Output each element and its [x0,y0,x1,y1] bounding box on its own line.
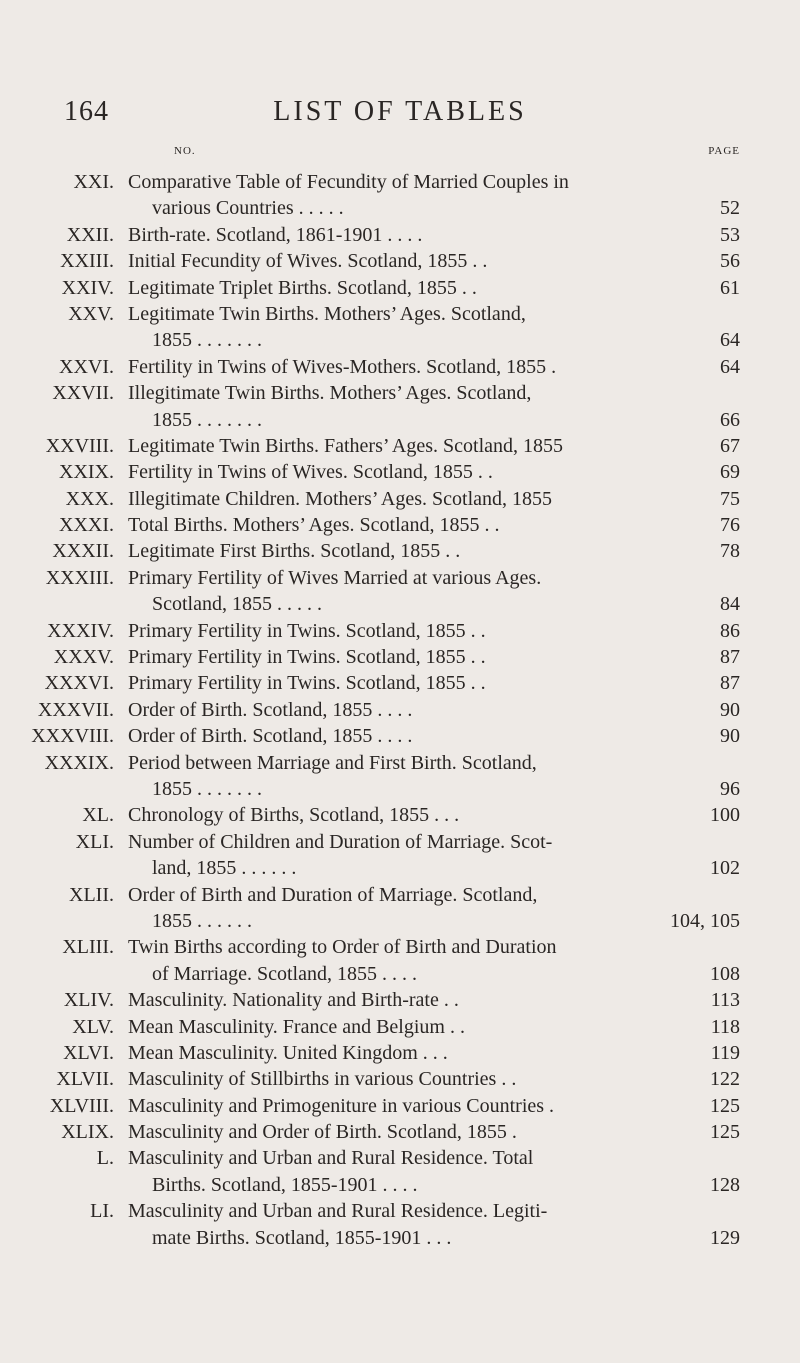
entry-line [0,407,800,433]
entry-line [0,670,800,696]
table-title: Primary Fertility of Wives Married at various Ages. [128,566,542,589]
table-title: Legitimate First Births. Scotland, 1855 . . [128,540,461,563]
list-item [0,459,800,485]
column-header-no: NO. [174,145,196,157]
page-reference: 108 [710,962,740,985]
page-header [0,96,800,136]
list-item [0,934,800,987]
table-number: XLV. [72,1015,114,1038]
table-number: XXXI. [59,514,114,537]
list-item [0,802,800,828]
list-item [0,512,800,538]
entry-line [0,275,800,301]
entry-line [0,1066,800,1092]
list-item [0,882,800,935]
entry-line [0,1172,800,1198]
column-headers [0,145,800,161]
entry-line [0,222,800,248]
entry-line [0,1119,800,1145]
page-reference: 64 [720,329,740,352]
table-number: XXXIV. [47,619,114,642]
table-title-continued: Births. Scotland, 1855-1901 . . . . [152,1173,418,1196]
list-item [0,644,800,670]
entry-line [0,829,800,855]
list-item [0,723,800,749]
table-number: XLI. [75,830,114,853]
entry-line [0,538,800,564]
table-title: Mean Masculinity. United Kingdom . . . [128,1041,448,1064]
entry-line [0,1040,800,1066]
list-item [0,1066,800,1092]
list-item [0,618,800,644]
table-title: Legitimate Twin Births. Mothers’ Ages. Scotland, [128,302,526,325]
entry-line [0,486,800,512]
column-header-page: PAGE [708,145,740,157]
page-reference: 69 [720,461,740,484]
table-number: XXVI. [59,355,114,378]
table-title: Illegitimate Twin Births. Mothers’ Ages. Scotland, [128,382,532,405]
page-reference: 102 [710,857,740,880]
page-reference: 64 [720,355,740,378]
list-item [0,1119,800,1145]
list-item [0,1093,800,1119]
page-reference: 129 [710,1226,740,1249]
entry-line [0,195,800,221]
table-title: Fertility in Twins of Wives-Mothers. Scotland, 1855 . [128,355,557,378]
list-item [0,380,800,433]
table-number: XXIII. [60,250,114,273]
table-number: XXIV. [61,276,114,299]
entry-line [0,512,800,538]
entry-line [0,855,800,881]
table-number: XXI. [73,171,114,193]
table-number: XXXIII. [45,566,114,589]
entry-line [0,802,800,828]
table-number: XXII. [66,223,114,246]
table-title: Comparative Table of Fecundity of Married Couples in [128,171,569,193]
entry-line [0,459,800,485]
table-number: L. [96,1147,114,1170]
page-reference: 52 [720,197,740,220]
table-title: Order of Birth and Duration of Marriage. Scotland, [128,883,538,906]
entry-line [0,591,800,617]
entry-line [0,987,800,1013]
list-item [0,169,800,222]
page-reference: 76 [720,514,740,537]
table-of-contents-list [0,169,800,1251]
entry-line [0,750,800,776]
page-reference: 78 [720,540,740,563]
list-item [0,565,800,618]
table-number: XLVIII. [49,1094,114,1117]
list-item [0,486,800,512]
table-number: XLIX. [61,1121,114,1144]
table-number: XXXVIII. [31,725,114,748]
page-reference: 87 [720,646,740,669]
list-item [0,354,800,380]
table-title: Primary Fertility in Twins. Scotland, 1855 . . [128,619,486,642]
list-item [0,433,800,459]
list-item [0,697,800,723]
table-title: Order of Birth. Scotland, 1855 . . . . [128,725,413,748]
entry-line [0,1225,800,1251]
list-item [0,275,800,301]
table-title-continued: 1855 . . . . . . . [152,408,262,431]
entry-line [0,380,800,406]
table-number: XXIX. [59,461,114,484]
table-number: XXX. [65,487,114,510]
page-reference: 61 [720,276,740,299]
table-number: XXXII. [52,540,114,563]
entry-line [0,908,800,934]
entry-line [0,169,800,195]
table-title: Illegitimate Children. Mothers’ Ages. Scotland, 1855 [128,487,553,510]
list-item [0,1040,800,1066]
table-title: Chronology of Births, Scotland, 1855 . . . [128,804,460,827]
page-reference: 90 [720,698,740,721]
page-reference: 75 [720,487,740,510]
page-number: 164 [64,96,109,127]
table-title: Fertility in Twins of Wives. Scotland, 1855 . . [128,461,493,484]
table-title: Order of Birth. Scotland, 1855 . . . . [128,698,413,721]
page-reference: 125 [710,1121,740,1144]
table-title: Primary Fertility in Twins. Scotland, 1855 . . [128,672,486,695]
entry-line [0,882,800,908]
list-item [0,670,800,696]
table-title: Twin Births according to Order of Birth and Duration [128,936,557,959]
table-title-continued: mate Births. Scotland, 1855-1901 . . . [152,1226,452,1249]
page-reference: 128 [710,1173,740,1196]
table-number: XL. [82,804,114,827]
entry-line [0,723,800,749]
list-item [0,301,800,354]
table-title-continued: land, 1855 . . . . . . [152,857,297,880]
page-reference: 53 [720,223,740,246]
table-number: XLII. [69,883,114,906]
list-item [0,1145,800,1198]
table-title: Mean Masculinity. France and Belgium . . [128,1015,465,1038]
table-title-continued: of Marriage. Scotland, 1855 . . . . [152,962,417,985]
table-title: Legitimate Twin Births. Fathers’ Ages. Scotland, 1855 [128,434,564,457]
table-title: Masculinity. Nationality and Birth-rate . . [128,989,459,1012]
table-number: LI. [90,1200,114,1223]
page-reference: 67 [720,434,740,457]
table-number: XLVI. [63,1041,114,1064]
table-title: Period between Marriage and First Birth. Scotland, [128,751,537,774]
list-item [0,829,800,882]
entry-line [0,697,800,723]
entry-line [0,1014,800,1040]
entry-line [0,565,800,591]
table-title: Primary Fertility in Twins. Scotland, 1855 . . [128,646,486,669]
list-item [0,987,800,1013]
page-reference: 87 [720,672,740,695]
table-title-continued: 1855 . . . . . . [152,909,252,932]
list-item [0,1198,800,1251]
page-reference: 56 [720,250,740,273]
running-title: LIST OF TABLES [273,96,527,127]
table-title: Initial Fecundity of Wives. Scotland, 1855 . . [128,250,488,273]
table-title-continued: 1855 . . . . . . . [152,777,262,800]
entry-line [0,1198,800,1224]
page-reference: 104, 105 [670,909,740,932]
table-number: XXVIII. [45,434,114,457]
entry-line [0,776,800,802]
table-title: Masculinity and Urban and Rural Residence. Legiti- [128,1200,548,1223]
table-title: Total Births. Mothers’ Ages. Scotland, 1855 . . [128,514,500,537]
table-title: Masculinity and Order of Birth. Scotland, 1855 . [128,1121,517,1144]
entry-line [0,327,800,353]
entry-line [0,301,800,327]
entry-line [0,961,800,987]
entry-line [0,248,800,274]
page-reference: 100 [710,804,740,827]
table-number: XLVII. [56,1068,114,1091]
table-number: XXXIX. [44,751,114,774]
entry-line [0,354,800,380]
table-title: Masculinity and Urban and Rural Residence. Total [128,1147,534,1170]
page-reference: 122 [710,1068,740,1091]
entry-line [0,618,800,644]
list-item [0,222,800,248]
page-reference: 113 [710,989,740,1012]
page-reference: 86 [720,619,740,642]
list-item [0,538,800,564]
table-title: Number of Children and Duration of Marriage. Scot- [128,830,553,853]
page-reference: 118 [710,1015,740,1038]
table-title: Birth-rate. Scotland, 1861-1901 . . . . [128,223,423,246]
table-number: XXXVII. [37,698,114,721]
entry-line [0,934,800,960]
page-reference: 90 [720,725,740,748]
table-title-continued: Scotland, 1855 . . . . . [152,593,322,616]
page-reference: 125 [710,1094,740,1117]
page-reference: 84 [720,593,740,616]
table-title-continued: various Countries . . . . . [152,197,344,220]
list-item [0,248,800,274]
table-number: XXXV. [53,646,114,669]
table-number: XXXVI. [44,672,114,695]
entry-line [0,433,800,459]
table-number: XXVII. [52,382,114,405]
list-item [0,750,800,803]
table-title: Masculinity of Stillbirths in various Countries . . [128,1068,517,1091]
entry-line [0,1145,800,1171]
table-number: XLIII. [62,936,114,959]
table-title: Masculinity and Primogeniture in various Countries . [128,1094,555,1117]
table-title: Legitimate Triplet Births. Scotland, 1855 . . [128,276,477,299]
table-number: XLIV. [63,989,114,1012]
table-title-continued: 1855 . . . . . . . [152,329,262,352]
page-reference: 119 [710,1041,740,1064]
list-item [0,1014,800,1040]
table-number: XXV. [68,302,114,325]
entry-line [0,644,800,670]
page-reference: 66 [720,408,740,431]
entry-line [0,1093,800,1119]
page-reference: 96 [720,777,740,800]
